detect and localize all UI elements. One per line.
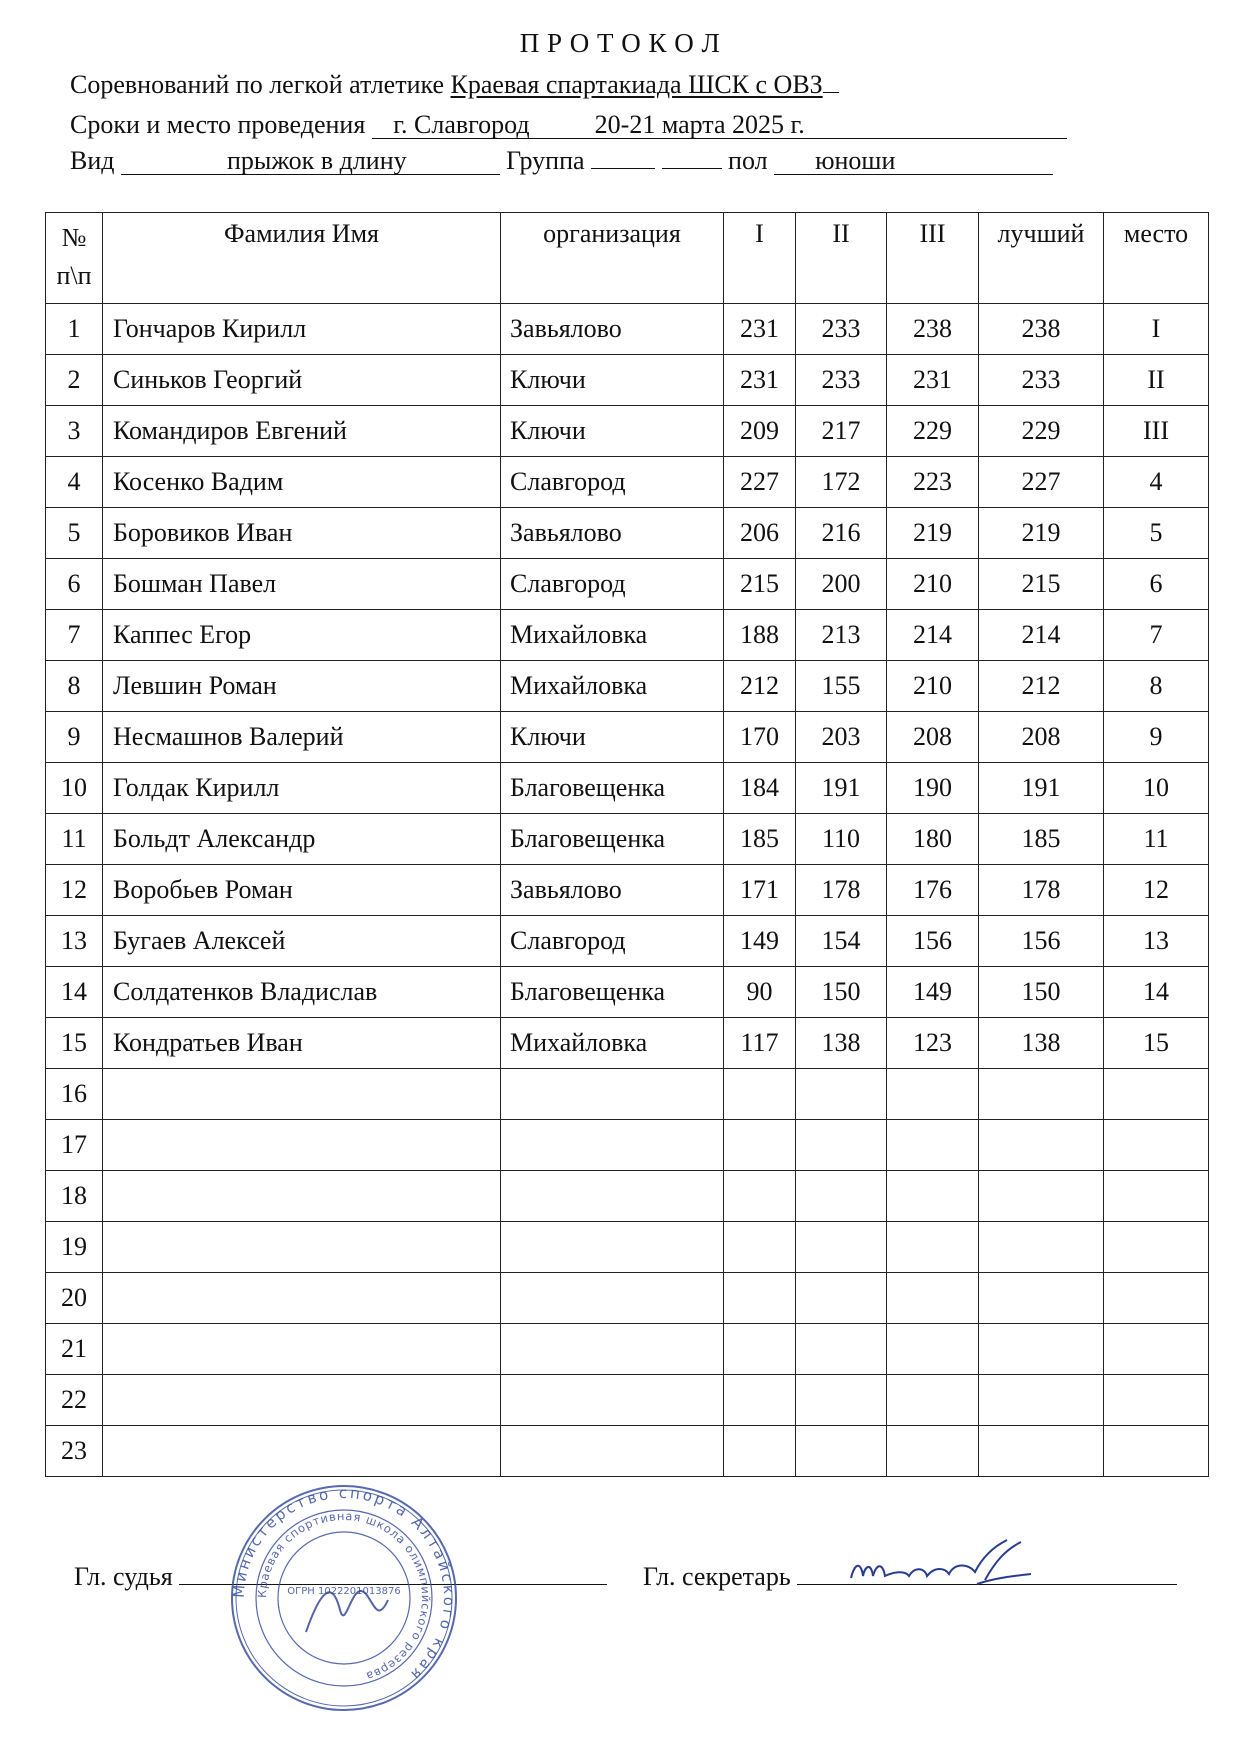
attempt-3-cell — [887, 1171, 979, 1222]
table-row — [46, 355, 1209, 406]
attempt-2-cell — [796, 1273, 887, 1324]
organization-cell — [501, 1375, 724, 1426]
header-num: № п\п — [46, 213, 103, 304]
attempt-1-cell — [724, 1222, 796, 1273]
dates-label: Сроки и место проведения — [70, 110, 366, 139]
organization-cell: Михайловка — [501, 661, 724, 712]
row-number-cell: 14 — [46, 967, 103, 1018]
attempt-1-cell — [724, 1120, 796, 1171]
header-org: организация — [501, 213, 724, 304]
best-result-cell: 219 — [979, 508, 1104, 559]
attempt-3-cell: 229 — [887, 406, 979, 457]
place-value: г. Славгород 20-21 марта 2025 г. — [372, 112, 1067, 139]
attempt-2-cell — [796, 1222, 887, 1273]
place-cell — [1104, 1171, 1209, 1222]
row-number-cell: 6 — [46, 559, 103, 610]
athlete-name-cell — [103, 1375, 501, 1426]
row-number-cell: 16 — [46, 1069, 103, 1120]
athlete-name-cell — [103, 1222, 501, 1273]
attempt-1-cell: 149 — [724, 916, 796, 967]
competition-line — [70, 70, 839, 100]
best-result-cell — [979, 1222, 1104, 1273]
attempt-1-cell: 231 — [724, 304, 796, 355]
attempt-3-cell — [887, 1426, 979, 1477]
attempt-2-cell: 203 — [796, 712, 887, 763]
athlete-name-cell: Солдатенков Владислав — [103, 967, 501, 1018]
organization-cell: Михайловка — [501, 610, 724, 661]
attempt-2-cell: 110 — [796, 814, 887, 865]
row-number-cell: 5 — [46, 508, 103, 559]
organization-cell — [501, 1069, 724, 1120]
table-row — [46, 1375, 1209, 1426]
organization-cell: Завьялово — [501, 304, 724, 355]
best-result-cell: 138 — [979, 1018, 1104, 1069]
organization-cell: Благовещенка — [501, 763, 724, 814]
best-result-cell — [979, 1324, 1104, 1375]
row-number-cell: 23 — [46, 1426, 103, 1477]
table-row — [46, 1171, 1209, 1222]
organization-cell: Славгород — [501, 916, 724, 967]
attempt-2-cell: 155 — [796, 661, 887, 712]
place-cell — [1104, 1324, 1209, 1375]
secretary-signature — [845, 1532, 1035, 1592]
best-result-cell: 191 — [979, 763, 1104, 814]
sex-value: юноши — [774, 148, 1053, 175]
row-number-cell: 13 — [46, 916, 103, 967]
attempt-3-cell: 210 — [887, 661, 979, 712]
table-row — [46, 1324, 1209, 1375]
event-value: прыжок в длину — [121, 148, 500, 175]
row-number-cell: 12 — [46, 865, 103, 916]
attempt-2-cell — [796, 1171, 887, 1222]
table-row — [46, 1018, 1209, 1069]
table-row — [46, 559, 1209, 610]
competition-label: Соревнований по легкой атлетике — [70, 70, 445, 99]
results-table — [45, 212, 1209, 1477]
attempt-3-cell: 208 — [887, 712, 979, 763]
place-cell: 12 — [1104, 865, 1209, 916]
athlete-name-cell: Голдак Кирилл — [103, 763, 501, 814]
dates-value: 20-21 марта 2025 г. — [594, 110, 805, 139]
organization-cell: Михайловка — [501, 1018, 724, 1069]
best-result-cell — [979, 1069, 1104, 1120]
row-number-cell: 22 — [46, 1375, 103, 1426]
best-result-cell — [979, 1120, 1104, 1171]
best-result-cell: 233 — [979, 355, 1104, 406]
table-row — [46, 967, 1209, 1018]
attempt-1-cell: 209 — [724, 406, 796, 457]
attempt-2-cell: 233 — [796, 355, 887, 406]
header-name: Фамилия Имя — [103, 213, 501, 304]
athlete-name-cell: Несмашнов Валерий — [103, 712, 501, 763]
attempt-3-cell — [887, 1375, 979, 1426]
attempt-1-cell: 117 — [724, 1018, 796, 1069]
table-row — [46, 661, 1209, 712]
attempt-1-cell — [724, 1273, 796, 1324]
attempt-3-cell — [887, 1222, 979, 1273]
stamp-inner-text: Краевая спортивная школа олимпийского резерва — [254, 1508, 434, 1684]
attempt-3-cell: 156 — [887, 916, 979, 967]
athlete-name-cell: Гончаров Кирилл — [103, 304, 501, 355]
best-result-cell: 208 — [979, 712, 1104, 763]
row-number-cell: 10 — [46, 763, 103, 814]
attempt-3-cell: 149 — [887, 967, 979, 1018]
table-row — [46, 457, 1209, 508]
attempt-1-cell — [724, 1426, 796, 1477]
attempt-3-cell — [887, 1324, 979, 1375]
place-cell: I — [1104, 304, 1209, 355]
attempt-2-cell: 216 — [796, 508, 887, 559]
attempt-2-cell — [796, 1069, 887, 1120]
row-number-cell: 15 — [46, 1018, 103, 1069]
attempt-1-cell — [724, 1324, 796, 1375]
athlete-name-cell — [103, 1069, 501, 1120]
organization-cell: Ключи — [501, 355, 724, 406]
organization-cell — [501, 1171, 724, 1222]
athlete-name-cell — [103, 1171, 501, 1222]
row-number-cell: 4 — [46, 457, 103, 508]
judge-signature-mark — [306, 1591, 388, 1632]
organization-cell — [501, 1273, 724, 1324]
athlete-name-cell: Командиров Евгений — [103, 406, 501, 457]
table-row — [46, 916, 1209, 967]
athlete-name-cell — [103, 1324, 501, 1375]
organization-cell: Благовещенка — [501, 967, 724, 1018]
header-place: место — [1104, 213, 1209, 304]
best-result-cell: 227 — [979, 457, 1104, 508]
attempt-1-cell: 184 — [724, 763, 796, 814]
attempt-3-cell: 219 — [887, 508, 979, 559]
place-cell: 8 — [1104, 661, 1209, 712]
row-number-cell: 19 — [46, 1222, 103, 1273]
stamp-ogrn-text: ОГРН 1022201013876 — [287, 1586, 401, 1597]
event-label: Вид — [70, 146, 115, 175]
table-row — [46, 508, 1209, 559]
attempt-2-cell: 178 — [796, 865, 887, 916]
attempt-2-cell — [796, 1375, 887, 1426]
place-cell: 5 — [1104, 508, 1209, 559]
best-result-cell: 229 — [979, 406, 1104, 457]
competition-value: Краевая спартакиада ШСК с ОВЗ — [450, 70, 823, 99]
group-blank — [591, 146, 655, 169]
table-row — [46, 763, 1209, 814]
organization-cell — [501, 1426, 724, 1477]
best-result-cell: 185 — [979, 814, 1104, 865]
table-row — [46, 406, 1209, 457]
organization-cell: Славгород — [501, 559, 724, 610]
header-attempt-3: III — [887, 213, 979, 304]
row-number-cell: 2 — [46, 355, 103, 406]
table-row — [46, 814, 1209, 865]
row-number-cell: 7 — [46, 610, 103, 661]
attempt-1-cell: 227 — [724, 457, 796, 508]
table-row — [46, 712, 1209, 763]
attempt-2-cell: 233 — [796, 304, 887, 355]
judge-label: Гл. судья — [74, 1562, 173, 1591]
place-cell — [1104, 1426, 1209, 1477]
attempt-2-cell: 154 — [796, 916, 887, 967]
stamp-outer-text: Министерство спорта Алтайского края — [229, 1483, 459, 1686]
row-number-cell: 8 — [46, 661, 103, 712]
best-result-cell: 238 — [979, 304, 1104, 355]
best-result-cell: 150 — [979, 967, 1104, 1018]
attempt-2-cell — [796, 1120, 887, 1171]
table-row — [46, 304, 1209, 355]
organization-cell: Завьялово — [501, 865, 724, 916]
sex-label: пол — [728, 146, 768, 175]
place-cell: 13 — [1104, 916, 1209, 967]
athlete-name-cell: Боровиков Иван — [103, 508, 501, 559]
athlete-name-cell: Воробьев Роман — [103, 865, 501, 916]
blank-line — [823, 70, 839, 93]
place-cell: 14 — [1104, 967, 1209, 1018]
place-cell — [1104, 1375, 1209, 1426]
attempt-1-cell: 215 — [724, 559, 796, 610]
table-row — [46, 610, 1209, 661]
place-cell: 10 — [1104, 763, 1209, 814]
attempt-2-cell: 217 — [796, 406, 887, 457]
best-result-cell: 156 — [979, 916, 1104, 967]
table-row — [46, 1222, 1209, 1273]
place-cell — [1104, 1273, 1209, 1324]
athlete-name-cell: Кондратьев Иван — [103, 1018, 501, 1069]
attempt-2-cell — [796, 1324, 887, 1375]
place-cell: 7 — [1104, 610, 1209, 661]
attempt-3-cell: 123 — [887, 1018, 979, 1069]
place-cell: 4 — [1104, 457, 1209, 508]
attempt-2-cell: 172 — [796, 457, 887, 508]
best-result-cell: 178 — [979, 865, 1104, 916]
attempt-3-cell: 190 — [887, 763, 979, 814]
best-result-cell — [979, 1375, 1104, 1426]
attempt-3-cell: 180 — [887, 814, 979, 865]
page-title: П Р О Т О К О Л — [519, 28, 721, 58]
athlete-name-cell: Бугаев Алексей — [103, 916, 501, 967]
organization-cell — [501, 1324, 724, 1375]
attempt-2-cell: 191 — [796, 763, 887, 814]
attempt-1-cell — [724, 1069, 796, 1120]
place-cell: 6 — [1104, 559, 1209, 610]
row-number-cell: 20 — [46, 1273, 103, 1324]
attempt-3-cell: 238 — [887, 304, 979, 355]
table-row — [46, 1273, 1209, 1324]
header-attempt-1: I — [724, 213, 796, 304]
attempt-3-cell: 210 — [887, 559, 979, 610]
athlete-name-cell — [103, 1426, 501, 1477]
organization-cell — [501, 1120, 724, 1171]
place-cell — [1104, 1222, 1209, 1273]
best-result-cell: 215 — [979, 559, 1104, 610]
row-number-cell: 1 — [46, 304, 103, 355]
attempt-1-cell: 188 — [724, 610, 796, 661]
athlete-name-cell: Бошман Павел — [103, 559, 501, 610]
attempt-1-cell: 90 — [724, 967, 796, 1018]
best-result-cell: 212 — [979, 661, 1104, 712]
athlete-name-cell — [103, 1273, 501, 1324]
row-number-cell: 11 — [46, 814, 103, 865]
attempt-3-cell — [887, 1120, 979, 1171]
best-result-cell — [979, 1171, 1104, 1222]
athlete-name-cell: Синьков Георгий — [103, 355, 501, 406]
best-result-cell — [979, 1273, 1104, 1324]
row-number-cell: 3 — [46, 406, 103, 457]
table-header-row — [46, 213, 1209, 304]
place-cell: II — [1104, 355, 1209, 406]
attempt-3-cell — [887, 1069, 979, 1120]
attempt-1-cell: 206 — [724, 508, 796, 559]
organization-cell: Благовещенка — [501, 814, 724, 865]
secretary-label: Гл. секретарь — [643, 1562, 791, 1591]
attempt-2-cell — [796, 1426, 887, 1477]
header-attempt-2: II — [796, 213, 887, 304]
attempt-3-cell: 231 — [887, 355, 979, 406]
attempt-2-cell: 138 — [796, 1018, 887, 1069]
group-blank — [662, 146, 722, 169]
place-cell: 11 — [1104, 814, 1209, 865]
header-best: лучший — [979, 213, 1104, 304]
event-line — [70, 146, 1053, 176]
organization-cell: Ключи — [501, 712, 724, 763]
place-cell — [1104, 1069, 1209, 1120]
best-result-cell: 214 — [979, 610, 1104, 661]
attempt-1-cell — [724, 1375, 796, 1426]
row-number-cell: 18 — [46, 1171, 103, 1222]
table-row — [46, 865, 1209, 916]
attempt-3-cell: 176 — [887, 865, 979, 916]
attempt-1-cell — [724, 1171, 796, 1222]
attempt-3-cell — [887, 1273, 979, 1324]
official-stamp — [228, 1482, 460, 1714]
attempt-2-cell: 213 — [796, 610, 887, 661]
attempt-3-cell: 223 — [887, 457, 979, 508]
table-row — [46, 1120, 1209, 1171]
dates-line — [70, 110, 1067, 140]
table-row — [46, 1069, 1209, 1120]
organization-cell — [501, 1222, 724, 1273]
row-number-cell: 9 — [46, 712, 103, 763]
best-result-cell — [979, 1426, 1104, 1477]
attempt-1-cell: 185 — [724, 814, 796, 865]
group-label: Группа — [506, 146, 585, 175]
place-cell: 15 — [1104, 1018, 1209, 1069]
organization-cell: Славгород — [501, 457, 724, 508]
athlete-name-cell: Левшин Роман — [103, 661, 501, 712]
attempt-3-cell: 214 — [887, 610, 979, 661]
athlete-name-cell — [103, 1120, 501, 1171]
place-cell: 9 — [1104, 712, 1209, 763]
attempt-1-cell: 171 — [724, 865, 796, 916]
attempt-2-cell: 200 — [796, 559, 887, 610]
organization-cell: Ключи — [501, 406, 724, 457]
place-cell: III — [1104, 406, 1209, 457]
row-number-cell: 17 — [46, 1120, 103, 1171]
athlete-name-cell: Каппес Егор — [103, 610, 501, 661]
attempt-1-cell: 170 — [724, 712, 796, 763]
place-cell — [1104, 1120, 1209, 1171]
athlete-name-cell: Больдт Александр — [103, 814, 501, 865]
row-number-cell: 21 — [46, 1324, 103, 1375]
attempt-1-cell: 212 — [724, 661, 796, 712]
table-row — [46, 1426, 1209, 1477]
athlete-name-cell: Косенко Вадим — [103, 457, 501, 508]
organization-cell: Завьялово — [501, 508, 724, 559]
attempt-1-cell: 231 — [724, 355, 796, 406]
attempt-2-cell: 150 — [796, 967, 887, 1018]
